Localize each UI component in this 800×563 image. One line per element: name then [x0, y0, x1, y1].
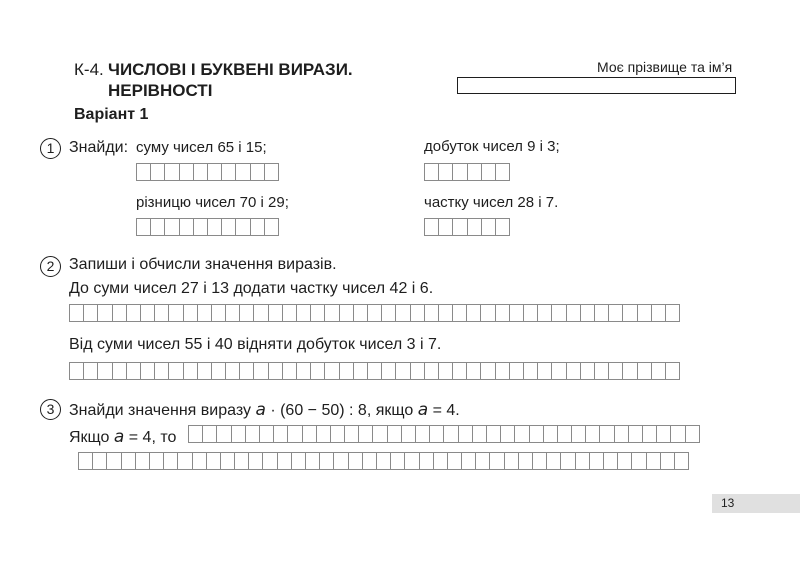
- answer-cell[interactable]: [670, 425, 685, 443]
- answer-cell[interactable]: [150, 163, 165, 181]
- answer-cell[interactable]: [637, 304, 652, 322]
- answer-cell[interactable]: [324, 304, 339, 322]
- name-field[interactable]: [457, 77, 736, 94]
- answer-cell[interactable]: [339, 304, 354, 322]
- answer-cell[interactable]: [149, 452, 164, 470]
- answer-cell[interactable]: [221, 218, 236, 236]
- answer-cell[interactable]: [310, 304, 325, 322]
- answer-cell[interactable]: [83, 362, 98, 380]
- answer-cell[interactable]: [467, 218, 482, 236]
- answer-cell[interactable]: [523, 304, 538, 322]
- answer-cell[interactable]: [220, 452, 235, 470]
- answer-cell[interactable]: [438, 218, 453, 236]
- answer-cell[interactable]: [235, 163, 250, 181]
- answer-cell[interactable]: [264, 218, 279, 236]
- page-number: 13: [712, 494, 800, 513]
- answer-cell[interactable]: [192, 452, 207, 470]
- answer-cell[interactable]: [106, 452, 121, 470]
- answer-cell[interactable]: [489, 452, 504, 470]
- answer-cell[interactable]: [168, 304, 183, 322]
- answer-cell[interactable]: [594, 362, 609, 380]
- answer-cell[interactable]: [651, 362, 666, 380]
- answer-cell[interactable]: [560, 452, 575, 470]
- answer-cell[interactable]: [163, 452, 178, 470]
- answer-cell[interactable]: [206, 452, 221, 470]
- answer-cell[interactable]: [481, 163, 496, 181]
- answer-cell[interactable]: [395, 304, 410, 322]
- answer-cell[interactable]: [69, 362, 84, 380]
- answer-cell[interactable]: [637, 362, 652, 380]
- answer-cell[interactable]: [608, 362, 623, 380]
- answer-cell[interactable]: [642, 425, 657, 443]
- task3-answer-start: Якщо: [69, 429, 114, 446]
- answer-cell[interactable]: [179, 218, 194, 236]
- answer-cell[interactable]: [458, 425, 473, 443]
- answer-cell[interactable]: [225, 362, 240, 380]
- answer-cell[interactable]: [438, 362, 453, 380]
- answer-cell[interactable]: [599, 425, 614, 443]
- answer-cell[interactable]: [302, 425, 317, 443]
- answer-cell[interactable]: [250, 163, 265, 181]
- answer-cell[interactable]: [543, 425, 558, 443]
- answer-cell[interactable]: [197, 304, 212, 322]
- task1-item-quotient: частку чисел 28 і 7.: [424, 194, 559, 211]
- answer-cell[interactable]: [353, 362, 368, 380]
- answer-cell[interactable]: [495, 362, 510, 380]
- answer-cell[interactable]: [372, 425, 387, 443]
- answer-cells-product[interactable]: [424, 163, 509, 181]
- answer-cell[interactable]: [253, 362, 268, 380]
- variant-heading: Варіант 1: [74, 106, 149, 123]
- answer-cell[interactable]: [537, 304, 552, 322]
- answer-cell[interactable]: [268, 362, 283, 380]
- answer-cell[interactable]: [580, 304, 595, 322]
- answer-cells-difference[interactable]: [136, 218, 278, 236]
- answer-cell[interactable]: [518, 452, 533, 470]
- answer-cell[interactable]: [685, 425, 700, 443]
- answer-cell[interactable]: [235, 218, 250, 236]
- answer-cell[interactable]: [557, 425, 572, 443]
- answer-cells-quotient[interactable]: [424, 218, 509, 236]
- answer-cell[interactable]: [83, 304, 98, 322]
- answer-cell[interactable]: [136, 218, 151, 236]
- answer-cell[interactable]: [296, 362, 311, 380]
- answer-cell[interactable]: [486, 425, 501, 443]
- answer-cell[interactable]: [319, 452, 334, 470]
- answer-cell[interactable]: [344, 425, 359, 443]
- answer-cells-task3-line1[interactable]: [188, 425, 699, 443]
- task3-var-a-condition: a: [417, 400, 429, 420]
- answer-cell[interactable]: [239, 362, 254, 380]
- answer-cell[interactable]: [253, 304, 268, 322]
- task3-answer-label: [69, 427, 176, 447]
- answer-cell[interactable]: [674, 452, 689, 470]
- answer-cell[interactable]: [207, 218, 222, 236]
- answer-cell[interactable]: [277, 452, 292, 470]
- answer-cell[interactable]: [594, 304, 609, 322]
- task-number-3: 3: [40, 399, 61, 420]
- answer-cell[interactable]: [509, 304, 524, 322]
- answer-cell[interactable]: [179, 163, 194, 181]
- answer-cell[interactable]: [415, 425, 430, 443]
- answer-cell[interactable]: [92, 452, 107, 470]
- task1-item-difference: різницю чисел 70 і 29;: [136, 194, 289, 211]
- answer-cell[interactable]: [305, 452, 320, 470]
- answer-cell[interactable]: [495, 304, 510, 322]
- answer-cell[interactable]: [367, 304, 382, 322]
- answer-cell[interactable]: [452, 304, 467, 322]
- task3-prompt: [69, 400, 460, 420]
- task2-line2: Від суми чисел 55 і 40 відняти добуток чисел 3 і 7.: [69, 336, 442, 353]
- answer-cell[interactable]: [529, 425, 544, 443]
- answer-cell[interactable]: [429, 425, 444, 443]
- task2-prompt: Запиши і обчисли значення виразів.: [69, 256, 337, 273]
- answer-cell[interactable]: [282, 362, 297, 380]
- task1-item-product: добуток чисел 9 і 3;: [424, 138, 560, 155]
- answer-cell[interactable]: [622, 362, 637, 380]
- answer-cells-sum[interactable]: [136, 163, 278, 181]
- answer-cell[interactable]: [135, 452, 150, 470]
- answer-cell[interactable]: [571, 425, 586, 443]
- answer-cell[interactable]: [628, 425, 643, 443]
- answer-cell[interactable]: [537, 362, 552, 380]
- answer-cell[interactable]: [381, 304, 396, 322]
- answer-cell[interactable]: [438, 304, 453, 322]
- answer-cell[interactable]: [589, 452, 604, 470]
- answer-cell[interactable]: [551, 304, 566, 322]
- answer-cell[interactable]: [362, 452, 377, 470]
- answer-cell[interactable]: [617, 452, 632, 470]
- answer-cell[interactable]: [566, 362, 581, 380]
- answer-cell[interactable]: [480, 362, 495, 380]
- answer-cell[interactable]: [287, 425, 302, 443]
- answer-cell[interactable]: [183, 362, 198, 380]
- answer-cell[interactable]: [551, 362, 566, 380]
- answer-cell[interactable]: [614, 425, 629, 443]
- answer-cell[interactable]: [97, 362, 112, 380]
- answer-cell[interactable]: [475, 452, 490, 470]
- answer-cell[interactable]: [333, 452, 348, 470]
- answer-cell[interactable]: [646, 452, 661, 470]
- answer-cell[interactable]: [310, 362, 325, 380]
- answer-cell[interactable]: [216, 425, 231, 443]
- task3-expr-end: = 4.: [428, 402, 460, 419]
- answer-cell[interactable]: [168, 362, 183, 380]
- answer-cell[interactable]: [433, 452, 448, 470]
- answer-cell[interactable]: [264, 163, 279, 181]
- answer-cell[interactable]: [424, 218, 439, 236]
- answer-cell[interactable]: [202, 425, 217, 443]
- answer-cell[interactable]: [339, 362, 354, 380]
- answer-cell[interactable]: [566, 304, 581, 322]
- answer-cell[interactable]: [112, 362, 127, 380]
- answer-cell[interactable]: [395, 362, 410, 380]
- answer-cell[interactable]: [273, 425, 288, 443]
- answer-cell[interactable]: [438, 163, 453, 181]
- answer-cell[interactable]: [296, 304, 311, 322]
- answer-cell[interactable]: [291, 452, 306, 470]
- task-number-2: 2: [40, 256, 61, 277]
- answer-cell[interactable]: [500, 425, 515, 443]
- answer-cell[interactable]: [193, 218, 208, 236]
- answer-cell[interactable]: [651, 304, 666, 322]
- answer-cells-task2-line1[interactable]: [69, 304, 679, 322]
- answer-cell[interactable]: [622, 304, 637, 322]
- answer-cell[interactable]: [603, 452, 618, 470]
- answer-cell[interactable]: [466, 362, 481, 380]
- answer-cell[interactable]: [353, 304, 368, 322]
- answer-cell[interactable]: [211, 304, 226, 322]
- answer-cell[interactable]: [177, 452, 192, 470]
- answer-cell[interactable]: [660, 452, 675, 470]
- answer-cell[interactable]: [164, 218, 179, 236]
- task3-answer-var: a: [113, 427, 125, 447]
- answer-cell[interactable]: [248, 452, 263, 470]
- answer-cell[interactable]: [452, 163, 467, 181]
- answer-cell[interactable]: [467, 163, 482, 181]
- task3-var-a: a: [255, 400, 266, 420]
- worksheet-code: К-4.: [74, 60, 104, 79]
- answer-cell[interactable]: [207, 163, 222, 181]
- answer-cell[interactable]: [112, 304, 127, 322]
- answer-cell[interactable]: [140, 304, 155, 322]
- answer-cell[interactable]: [546, 452, 561, 470]
- answer-cell[interactable]: [245, 425, 260, 443]
- task1-item-sum: суму чисел 65 і 15;: [136, 139, 267, 156]
- answer-cell[interactable]: [481, 218, 496, 236]
- answer-cell[interactable]: [472, 425, 487, 443]
- answer-cell[interactable]: [358, 425, 373, 443]
- answer-cell[interactable]: [376, 452, 391, 470]
- answer-cell[interactable]: [480, 304, 495, 322]
- worksheet-title-line1: ЧИСЛОВІ І БУКВЕНІ ВИРАЗИ.: [108, 60, 353, 79]
- answer-cell[interactable]: [348, 452, 363, 470]
- answer-cell[interactable]: [495, 163, 510, 181]
- task2-line1: До суми чисел 27 і 13 додати частку чисел 42 і 6.: [69, 280, 434, 297]
- answer-cell[interactable]: [197, 362, 212, 380]
- answer-cell[interactable]: [69, 304, 84, 322]
- answer-cell[interactable]: [419, 452, 434, 470]
- task3-answer-end: = 4, то: [124, 429, 177, 446]
- answer-cell[interactable]: [424, 304, 439, 322]
- answer-cell[interactable]: [390, 452, 405, 470]
- answer-cell[interactable]: [140, 362, 155, 380]
- answer-cell[interactable]: [330, 425, 345, 443]
- answer-cell[interactable]: [183, 304, 198, 322]
- answer-cell[interactable]: [410, 304, 425, 322]
- answer-cell[interactable]: [211, 362, 226, 380]
- answer-cell[interactable]: [665, 304, 680, 322]
- answer-cell[interactable]: [164, 163, 179, 181]
- answer-cell[interactable]: [188, 425, 203, 443]
- answer-cell[interactable]: [514, 425, 529, 443]
- answer-cell[interactable]: [250, 218, 265, 236]
- answer-cell[interactable]: [225, 304, 240, 322]
- answer-cell[interactable]: [523, 362, 538, 380]
- answer-cell[interactable]: [381, 362, 396, 380]
- answer-cell[interactable]: [268, 304, 283, 322]
- answer-cell[interactable]: [367, 362, 382, 380]
- answer-cell[interactable]: [631, 452, 646, 470]
- answer-cell[interactable]: [282, 304, 297, 322]
- answer-cell[interactable]: [461, 452, 476, 470]
- answer-cell[interactable]: [443, 425, 458, 443]
- task1-prompt: Знайди:: [69, 139, 129, 156]
- answer-cell[interactable]: [193, 163, 208, 181]
- answer-cell[interactable]: [580, 362, 595, 380]
- answer-cell[interactable]: [495, 218, 510, 236]
- answer-cell[interactable]: [316, 425, 331, 443]
- answer-cell[interactable]: [97, 304, 112, 322]
- answer-cell[interactable]: [575, 452, 590, 470]
- answer-cells-task2-line2[interactable]: [69, 362, 679, 380]
- answer-cell[interactable]: [262, 452, 277, 470]
- answer-cell[interactable]: [136, 163, 151, 181]
- answer-cell[interactable]: [154, 304, 169, 322]
- answer-cell[interactable]: [447, 452, 462, 470]
- answer-cell[interactable]: [121, 452, 136, 470]
- answer-cell[interactable]: [259, 425, 274, 443]
- answer-cell[interactable]: [585, 425, 600, 443]
- answer-cell[interactable]: [452, 218, 467, 236]
- answer-cell[interactable]: [424, 163, 439, 181]
- answer-cell[interactable]: [466, 304, 481, 322]
- task3-expr-mid: · (60 − 50) : 8, якщо: [265, 402, 418, 419]
- answer-cell[interactable]: [234, 452, 249, 470]
- answer-cell[interactable]: [387, 425, 402, 443]
- answer-cells-task3-line2[interactable]: [78, 452, 688, 470]
- answer-cell[interactable]: [221, 163, 236, 181]
- answer-cell[interactable]: [504, 452, 519, 470]
- answer-cell[interactable]: [452, 362, 467, 380]
- name-label: Моє прізвище та ім’я: [597, 59, 733, 75]
- answer-cell[interactable]: [78, 452, 93, 470]
- answer-cell[interactable]: [410, 362, 425, 380]
- task-number-1: 1: [40, 138, 61, 159]
- answer-cell[interactable]: [532, 452, 547, 470]
- answer-cell[interactable]: [509, 362, 524, 380]
- answer-cell[interactable]: [665, 362, 680, 380]
- answer-cell[interactable]: [154, 362, 169, 380]
- task3-prompt-start: Знайди значення виразу: [69, 402, 256, 419]
- worksheet-title-line2: НЕРІВНОСТІ: [108, 81, 213, 100]
- answer-cell[interactable]: [126, 362, 141, 380]
- answer-cell[interactable]: [324, 362, 339, 380]
- answer-cell[interactable]: [404, 452, 419, 470]
- answer-cell[interactable]: [401, 425, 416, 443]
- answer-cell[interactable]: [126, 304, 141, 322]
- answer-cell[interactable]: [608, 304, 623, 322]
- answer-cell[interactable]: [231, 425, 246, 443]
- answer-cell[interactable]: [239, 304, 254, 322]
- answer-cell[interactable]: [656, 425, 671, 443]
- answer-cell[interactable]: [150, 218, 165, 236]
- answer-cell[interactable]: [424, 362, 439, 380]
